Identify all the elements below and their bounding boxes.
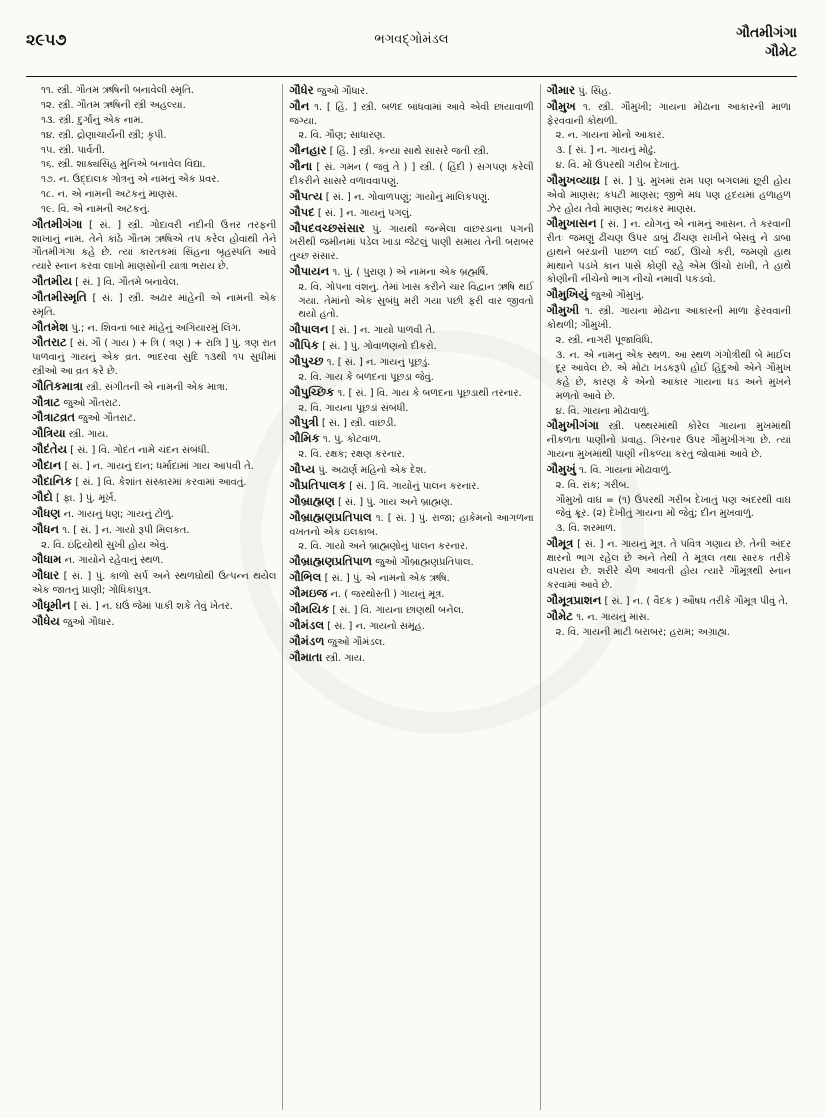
dictionary-entry xyxy=(32,291,276,319)
headword: ગૌતિકમાત્રા xyxy=(32,378,83,393)
headword: ગૌદાનિક xyxy=(32,474,73,489)
dictionary-entry xyxy=(547,610,791,625)
definition-text: ૧૭. ન. ઉદ્દાલક ગોત્રનું એ નામનું એક પ્રવર. xyxy=(41,174,220,186)
dictionary-entry xyxy=(289,463,533,478)
headword: ગૌમિક xyxy=(289,431,320,446)
definition-text: [ સં. ] ન. યોગનું એ નામનું આસન. તે કરવાની રીતઃ જમણું ઢીંચણ ઉપર ડાબું ઢીંચણ રાખીને બેસવું ને ડાબા હાથને બરડાની પાછળ લઈ જઈ, ઊંચો કરી, જમણો હાથ માથાને પડખે કાન પાસે કોણી રહે એમ ઊંચો રાખી, તે હાથે કોણીની નીચેનો ભાગ નીચો નમાવી પકડવો. xyxy=(546,219,791,286)
definition-text: ન. ગાયોને રહેવાનું સ્થળ. xyxy=(64,555,164,567)
dictionary-entry xyxy=(289,265,533,280)
entry-sense xyxy=(32,129,276,143)
dictionary-entry xyxy=(289,355,533,370)
entry-sense xyxy=(32,84,276,98)
entry-sense xyxy=(32,203,276,217)
dictionary-entry xyxy=(32,396,276,411)
definition-text: ૨. વિ. રાંક; ગરીબ. xyxy=(555,479,630,491)
definition-text: ૨. વિ. ઇંદ્રિયોથી સુખી હોય એવું. xyxy=(41,539,169,551)
dictionary-entry xyxy=(547,594,791,609)
dictionary-entry xyxy=(547,419,791,461)
definition-text: ૧૪. સ્ત્રી. દ્રોણાચાર્યની સ્ત્રી; કૃપી. xyxy=(41,129,167,141)
headword: ગૌમુખિયું xyxy=(546,287,588,302)
headword: ગૌધણ xyxy=(32,505,61,520)
headword: ગૌમૂત્રપ્રાશન xyxy=(546,592,602,607)
definition-text: ૨. વિ. ગૌણ; સાધારણ. xyxy=(298,130,386,142)
guide-word-first: ગૌતમીગંગા xyxy=(736,25,797,41)
definition-text: ૧૯. વિ. એ નામની અટકનું. xyxy=(41,204,150,216)
headword: ગૌતરાટ xyxy=(32,335,67,350)
entry-sense xyxy=(289,448,533,462)
definition-text: સ્ત્રી. સંગીતની એ નામની એક માત્રા. xyxy=(86,381,228,393)
definition-text: જુઓ ગૌમુખું. xyxy=(591,290,645,302)
definition-text: ગૌમુખો વાઘ = (૧) ઉપરથી ગરીબ દેખાતું પણ અંદરથી વાઘ જેવું ક્રૂર. (૨) દેખીતું ગાયના મોં જેવું; દીન મુખવાળું. xyxy=(555,494,791,520)
definition-text: [ સં. ] ન. ગાયનો સમૂહ. xyxy=(327,620,425,632)
definition-text: ૨. સ્ત્રી. નાગરી પૂજાવિધિ. xyxy=(555,334,653,346)
definition-text: ૧. ન. ગાયનું માંસ. xyxy=(576,611,650,623)
dictionary-entry xyxy=(289,587,533,602)
definition-text: ન. ( જરથોસ્તી ) ગાયનું મૂત્ર. xyxy=(330,589,445,601)
dictionary-entry xyxy=(289,222,533,264)
definition-text: ૧૧. સ્ત્રી. ગૌતમ ઋષિની બનાવેલી સ્મૃતિ. xyxy=(41,85,194,96)
headword: ગૌમુખું xyxy=(546,461,576,476)
definition-text: ૧. વિ. ગાયના મોઢાવાળું. xyxy=(578,464,672,476)
entry-sense xyxy=(32,158,276,172)
dictionary-entry xyxy=(32,427,276,442)
running-title: ભગવદ્ગોમંડલ xyxy=(374,32,449,47)
headword: ગૌપદવચ્છસંસાર xyxy=(289,220,365,235)
definition-text: ૨. વિ. ગાયો અને બ્રાહ્મણોનું પાલન કરનાર. xyxy=(298,541,469,553)
entry-sense xyxy=(32,188,276,202)
entry-sense xyxy=(547,405,791,419)
headword: ગૌમુખવ્યાઘ્ર xyxy=(546,173,601,188)
definition-text: પું. અઢાર્ણ મહિનો એક દેશ. xyxy=(318,465,427,477)
definition-text: પું.; ન. શિવનાં બાર માંહેનું અગિયારમું લિંગ. xyxy=(71,322,242,334)
entry-sense xyxy=(32,114,276,128)
headword: ગૌમંડળ xyxy=(289,633,325,648)
definition-text: જુઓ ગૌબ્રાહ્મણપ્રતિપાલ. xyxy=(375,557,474,569)
headword: ગૌપાયન xyxy=(289,263,330,278)
definition-text: પું. ગાયથી જન્મેલા વાછરડાના પગની ખરીથી જમીનમાં પડેલ ખાડા જેટલું પાણી સમાય તેની બરાબર તુચ્છ સંસાર. xyxy=(289,223,534,263)
dictionary-entry xyxy=(547,84,791,99)
definition-text: ૧. [ સં. ] ન. ગાયો રૂપી મિલકત. xyxy=(62,524,190,536)
entry-sense xyxy=(289,402,533,416)
dictionary-entry xyxy=(289,144,533,159)
dictionary-entry xyxy=(32,507,276,522)
definition-text: ૨. વિ. રક્ષક; રક્ષણ કરનાર. xyxy=(298,449,405,461)
dictionary-entry xyxy=(289,555,533,570)
definition-text: [ સં. ] પું. એ નામનો એક ઋષિ. xyxy=(324,573,450,585)
dictionary-entry xyxy=(289,432,533,447)
definition-text: ૧૨. સ્ત્રી. ગૌતમ ઋષિની સ્ત્રી અહલ્યા. xyxy=(41,99,186,111)
definition-text: [ સં. ] ન. ( વૈદક ) ઔષધ તરીકે ગૌમૂત્ર પીવું તે. xyxy=(604,595,789,607)
dictionary-entry xyxy=(547,100,791,128)
entry-sense xyxy=(547,494,791,521)
dictionary-entry xyxy=(32,380,276,395)
dictionary-entry xyxy=(289,100,533,128)
definition-text: [ સં. ] ન. ગાયનું પગલું. xyxy=(317,207,413,219)
page-number: ૨૯૫૭ xyxy=(26,30,67,49)
headword: ગૌમુખાસન xyxy=(546,216,597,231)
definition-text: ૩. ન. એ નામનું એક સ્થળ. આ સ્થળ ગંગોત્રીથી બે માઈલ દૂર આવેલ છે. એ મોટા ખડકરૂપે હોઈ હિંદુઓ એને ગૌમુખ કહે છે, કારણ કે એનો આકાર ગાયના ધડ અને મુખને મળતો આવે છે. xyxy=(555,349,791,402)
headword: ગૌમેટ xyxy=(546,608,574,623)
entry-sense xyxy=(547,159,791,173)
definition-text: સ્ત્રી. ગાય. xyxy=(325,652,366,664)
definition-text: ૨. ન. ગાયના મોંનો આકાર. xyxy=(555,130,665,142)
headword: ગૌત્રાટ xyxy=(32,394,61,409)
dictionary-entry xyxy=(289,160,533,188)
definition-text: [ સં. ] ન. ગાયનું મૂત્ર. તે પવિત્ર ગણાય છે. તેની અંદર ક્ષારનો ભાગ રહેલ છે અને તેથી તે મૂત્રલ તથા સારક તરીકે વપરાય છે. શરીરે ચેળ આવતી હોય ત્યારે ગૌમૂત્રથી સ્નાન કરવામાં આવે છે. xyxy=(546,538,791,592)
dictionary-columns xyxy=(26,84,797,1110)
headword: ગૌમાતા xyxy=(289,649,323,664)
entry-sense xyxy=(547,334,791,348)
dictionary-entry xyxy=(289,339,533,354)
headword: ગૌપ્ય xyxy=(289,462,316,477)
dictionary-entry xyxy=(289,495,533,510)
definition-text: ૩. વિ. શરમાળ. xyxy=(555,523,617,535)
headword: ગૌધેય xyxy=(32,613,60,628)
entry-sense xyxy=(547,129,791,143)
definition-text: [ સં. ] સ્ત્રી. અઢાર માંહેની એ નામની એક સ્મૃતિ. xyxy=(32,292,277,318)
dictionary-entry xyxy=(289,571,533,586)
definition-text: ૧. પું. ( પુરાણ ) એ નામના એક બ્રહ્મર્ષિ. xyxy=(332,266,489,278)
definition-text: [ સં. ] ન. ગાયનું દાન; ધર્માદામાં ગાય આપવી તે. xyxy=(64,461,254,473)
dictionary-entry xyxy=(289,386,533,401)
definition-text: [ સં. ] ન. ગાયો પાળવી તે. xyxy=(331,325,436,337)
definition-text: [ સં. ] પું. ગાય અને બ્રાહ્મણ. xyxy=(337,496,453,508)
headword: ગૌત્રિયા xyxy=(32,426,66,441)
dictionary-entry xyxy=(289,206,533,221)
definition-text: ૧. [ સં. ] વિ. ગાય કે બળદના પૂછડાથી તરનાર. xyxy=(337,387,522,399)
headword: ગૌતમીય xyxy=(32,274,73,289)
headword: ગૌપદ xyxy=(289,204,315,219)
dictionary-entry xyxy=(32,443,276,458)
definition-text: ૧. સ્ત્રી. ગૌમુખી; ગાયના મોઢાના આકારની માળા ફેરવવાની કોથળી. xyxy=(546,101,791,127)
dictionary-entry xyxy=(547,304,791,332)
entry-sense xyxy=(289,540,533,554)
entry-sense xyxy=(32,173,276,187)
dictionary-entry xyxy=(32,491,276,506)
entry-sense xyxy=(289,281,533,322)
header-rule xyxy=(26,76,797,77)
headword: ગૌભિલ xyxy=(289,570,322,585)
definition-text: [ સં. ] સ્ત્રી. વાછડી. xyxy=(321,418,397,430)
definition-text: જુઓ ગૌધાર. xyxy=(63,616,115,628)
dictionary-entry xyxy=(289,635,533,650)
dictionary-entry xyxy=(32,523,276,538)
definition-text: ૧. [ સં. ] ન. ગાયનું પૂછડું. xyxy=(326,356,431,368)
headword: ગૌદાન xyxy=(32,458,62,473)
dictionary-entry xyxy=(289,84,533,99)
headword: ગૌધૂમીન xyxy=(32,597,71,612)
definition-text: [ સં. ] પું. ગોવાળણનો દીકરો. xyxy=(322,341,437,353)
definition-text: [ સં. ] પું. મુખમાં રામ પણ બગલમાં છૂરી હોય એવો માણસ; કપટી માણસ; જીભે મધ પણ હૃદયમાં હળાહળ ઝેર હોય તેવો માણસ; ભયંકર માણસ. xyxy=(546,176,791,215)
headword: ગૌમુખી xyxy=(546,303,580,318)
column-3 xyxy=(541,84,797,1110)
dictionary-entry xyxy=(32,321,276,336)
definition-text: [ સં. ] ન. ગોવાળપણું; ગાયોનું માલિકપણું. xyxy=(325,191,491,203)
definition-text: ૧. સ્ત્રી. ગાયના મોઢાના આકારની માળા ફેરવવાની કોથળી; ગૌમુખી. xyxy=(546,306,791,331)
headword: ગૌતમેશ xyxy=(32,319,69,334)
headword: ગૌપ્રતિપાલક xyxy=(289,478,346,493)
dictionary-entry xyxy=(289,651,533,666)
page-header xyxy=(26,18,797,70)
dictionary-entry xyxy=(32,615,276,630)
definition-text: ૨. વિ. ગાયની માટી બરાબર; હરામ; અગ્રાહ્ય. xyxy=(555,626,730,638)
headword: ગૌધેર xyxy=(289,84,314,97)
dictionary-entry xyxy=(289,511,533,539)
definition-text: સ્ત્રી. ગાય. xyxy=(68,429,109,441)
definition-text: ૧૬. સ્ત્રી. શાક્યસિંહ મુનિએ બનાવેલ વિદ્યા. xyxy=(41,159,206,171)
definition-text: [ સં. ] વિ. ગોદંત નામે ચંદન સંબંધી. xyxy=(70,445,210,457)
headword: ગૌપુચ્છ xyxy=(289,353,324,368)
headword: ગૌપુચ્છિક xyxy=(289,384,335,399)
definition-text: ૪. વિ. મોં ઉપરથી ગરીબ દેખાતું. xyxy=(555,160,680,172)
headword: ગૌદંતેય xyxy=(32,442,68,457)
dictionary-entry xyxy=(547,217,791,287)
headword: ગૌમુખ xyxy=(546,98,576,113)
headword: ગૌધન xyxy=(32,521,60,536)
dictionary-entry xyxy=(289,479,533,494)
entry-sense xyxy=(32,539,276,553)
headword: ગૌમૂત્ર xyxy=(546,535,574,550)
dictionary-entry xyxy=(32,553,276,568)
headword: ગૌના xyxy=(289,159,313,174)
definition-text: ૧. [ સં. ] પું. રાજા; હાકેમનો આગળના વખતનો એક ઇલકાબ. xyxy=(289,512,534,538)
headword: ગૌબ્રાહ્મણપ્રતિપાલ xyxy=(289,509,372,524)
dictionary-entry xyxy=(32,599,276,614)
headword: ગૌમુખીગંગા xyxy=(546,418,599,433)
headword: ગૌતમીગંગા xyxy=(32,217,83,232)
headword: ગૌમઇજ xyxy=(289,586,328,601)
definition-text: [ સં. ] પું. કાળો સર્પ અને સ્થળઘોથી ઉત્પન્ન થયેલ એક જાતનું પ્રાણી; ગોધિકાપુત્ર. xyxy=(32,571,277,597)
entry-sense xyxy=(289,129,533,143)
dictionary-entry xyxy=(547,174,791,216)
definition-text: ન. ગાયનું ધણ; ગાયનું ટોળું. xyxy=(63,508,174,520)
definition-text: [ સં. ] વિ. ગાયના છાણથી બનેલ. xyxy=(332,604,465,616)
dictionary-entry xyxy=(547,537,791,593)
headword: ગૌપુત્રી xyxy=(289,415,319,430)
definition-text: જુઓ ગૌધાર. xyxy=(316,86,369,97)
dictionary-entry xyxy=(32,336,276,378)
dictionary-entry xyxy=(289,603,533,618)
dictionary-entry xyxy=(32,411,276,426)
definition-text: [ સં. ] વિ. ગૌતમે બનાવેલ. xyxy=(75,277,180,289)
definition-text: પું. સિંહ. xyxy=(578,86,612,97)
definition-text: ૧. [ હિં. ] સ્ત્રી. બળદ બાંધવામાં આવે એવી છાંયાવાળી જગ્યા. xyxy=(289,101,534,127)
headword: ગૌતમીસ્મૃતિ xyxy=(32,289,87,304)
headword: ગૌમાર xyxy=(546,84,576,97)
dictionary-entry xyxy=(32,475,276,490)
entry-sense xyxy=(547,479,791,493)
definition-text: ૩. [ સં. ] ન. ગાયનું મોઢું. xyxy=(555,145,657,157)
definition-text: ૧. પું. કોટવાળ. xyxy=(322,434,382,446)
definition-text: [ સં. ] વિ. ગાયોનું પાલન કરનાર. xyxy=(349,481,480,493)
dictionary-entry xyxy=(289,323,533,338)
column-2 xyxy=(283,84,540,1110)
dictionary-entry xyxy=(289,190,533,205)
dictionary-entry xyxy=(547,288,791,303)
headword: ગૌધામ xyxy=(32,552,62,567)
definition-text: જુઓ ગૌમંડલ. xyxy=(327,636,386,648)
entry-sense xyxy=(547,626,791,640)
column-1 xyxy=(26,84,283,1110)
definition-text: ૧૮. ન. એ નામની અટકનું માણસ. xyxy=(41,189,178,201)
definition-text: જુઓ ગૌતરાટ. xyxy=(78,413,136,425)
dictionary-entry xyxy=(289,416,533,431)
headword: ગૌપિક xyxy=(289,338,320,353)
headword: ગૌત્રાટવ્રત xyxy=(32,410,76,425)
definition-text: [ સં. ગૌ ( ગાય ) + ત્રિ ( ત્રણ ) + રાત્રિ ] પું. ત્રણ રાત પાળવાનું ગાયનું એક વ્રત. ભાદરવા સુદિ ૧૩થી ૧૫ સુધીમાં સ્ત્રીઓ આ વ્રત કરે છે. xyxy=(32,338,277,377)
definition-text: ૨. વિ. ગોપના વંશનું. તેમાં ખાસ કરીને ચાર વિદ્વાન ઋષિ થઈ ગયા. તેમાંનો એક સુબંધુ મરી ગયા પછી ફરી વાર જીવતો થયો હતો. xyxy=(298,281,534,321)
entry-sense xyxy=(32,144,276,158)
definition-text: ૧૫. સ્ત્રી. પાર્વતી. xyxy=(41,144,105,156)
definition-text: ૧૩. સ્ત્રી. દુર્ગાનું એક નામ. xyxy=(41,114,144,126)
definition-text: સ્ત્રી. પથ્થરમાંથી કોરેલ ગાયના મુખમાંથી નીકળતા પાણીનો પ્રવાહ. ગિરનાર ઉપર ગૌમુખીગંગા છે. ત્યાં ગાયના મુખમાંથી પાણી નીકળ્યા કરતું જોવામાં આવે છે. xyxy=(546,421,791,460)
headword: ગૌમંડલ xyxy=(289,617,325,632)
headword: ગૌબ્રાહ્મણ xyxy=(289,493,335,508)
dictionary-entry xyxy=(32,218,276,274)
entry-sense xyxy=(547,522,791,536)
definition-text: [ હિં. ] સ્ત્રી. કન્યા સાથે સાસરે જતી સ્ત્રી. xyxy=(329,146,489,158)
dictionary-entry xyxy=(289,619,533,634)
definition-text: ૪. વિ. ગાયના મોઢાવાળું. xyxy=(555,405,650,417)
headword: ગૌબ્રાહ્મણપ્રતિપાળ xyxy=(289,554,373,569)
definition-text: જુઓ ગૌતરાટ. xyxy=(63,397,122,409)
entry-sense xyxy=(32,99,276,113)
entry-sense xyxy=(547,349,791,404)
headword: ગૌનહાર xyxy=(289,143,327,158)
guide-words xyxy=(736,24,797,62)
entry-sense xyxy=(547,144,791,158)
definition-text: ૨. વિ. ગાયના પૂછડાં સંબંધી. xyxy=(298,402,409,414)
entry-sense xyxy=(289,371,533,385)
headword: ગૌમયિક xyxy=(289,601,330,616)
headword: ગૌપાલન xyxy=(289,322,329,337)
dictionary-entry xyxy=(32,275,276,290)
dictionary-entry xyxy=(32,459,276,474)
definition-text: ૨. વિ. ગાય કે બળદના પૂછડા જેવું. xyxy=(298,371,434,383)
dictionary-entry xyxy=(547,463,791,478)
definition-text: [ સં. ગમન ( જવું તે ) ] સ્ત્રી. ( હિંદી ) સગપણ કરેલી દીકરીને સાસરે વળાવવાપણું. xyxy=(289,162,534,187)
headword: ગૌન xyxy=(289,98,310,113)
headword: ગૌપત્ય xyxy=(289,188,323,203)
dictionary-entry xyxy=(32,569,276,597)
headword: ગૌદો xyxy=(32,489,53,504)
definition-text: [ ફા. ] પું. મૂર્ખ. xyxy=(55,492,117,504)
definition-text: [ સં. ] સ્ત્રી. ગોદાવરી નદીની ઉત્તર તરફની શાખાનું નામ. તેને કાંઠે ગૌતમ ઋષિએ તપ કરેલ હોવાથી તેને ગૌતમીગંગા કહે છે. ત્યાં કારતકમાં સિંહના બૃહસ્પતિ આવે ત્યારે સ્નાન કરવા લાખો માણસોની યાત્રા ભરાય છે. xyxy=(32,220,277,273)
definition-text: [ સં. ] ન. ઘઉં જેમાં પાકી શકે તેવું ખેતર. xyxy=(73,600,233,612)
definition-text: [ સં. ] વિ. કેશાંત સંસ્કારમાં કરવામાં આવતું. xyxy=(75,477,247,489)
guide-word-last: ગૌમેટ xyxy=(765,44,797,60)
headword: ગૌધાર xyxy=(32,568,60,583)
